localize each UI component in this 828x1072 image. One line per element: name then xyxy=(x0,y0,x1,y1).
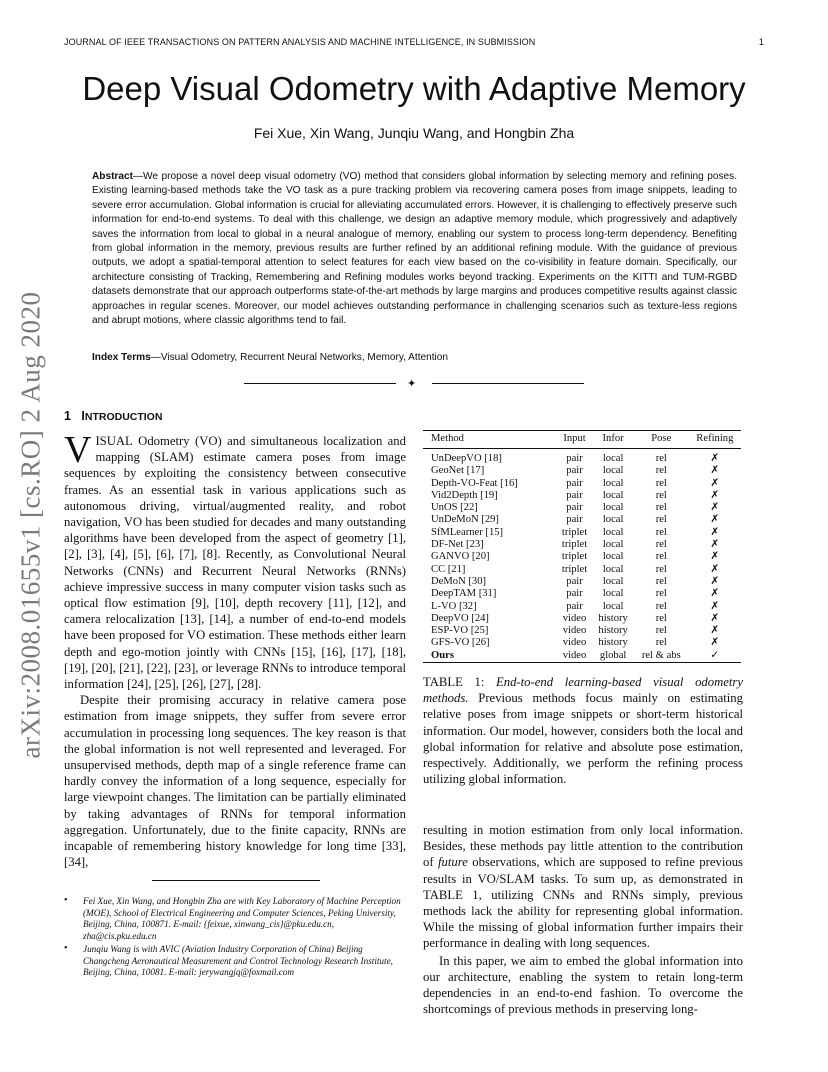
cell-refining: ✗ xyxy=(710,453,720,464)
cell-method: GeoNet [17] xyxy=(431,465,485,477)
cell-input: pair xyxy=(566,489,583,501)
table-row xyxy=(423,527,741,539)
page-number: 1 xyxy=(758,37,764,47)
cell-refining: ✗ xyxy=(710,612,720,624)
table-row xyxy=(423,564,741,576)
cell-infor: local xyxy=(602,502,624,514)
cell-method: GANVO [20] xyxy=(431,551,490,563)
cell-refining: ✓ xyxy=(689,650,741,663)
cell-pose: rel xyxy=(655,612,667,624)
abstract-text: —We propose a novel deep visual odometry (VO) method that considers global information by selecting memory and refining poses. Existing learning-based methods take the VO task as a pure tracking problem via recovering camera poses from image snippets, leading to severe error accumulation. Global information is crucial for alleviating accumulated errors. However, it is challenging to effectively preserve such information for end-to-end systems. To deal with this challenge, we design an adaptive memory module, which progressively and adaptively saves the information from local to global in a neural analogue of memory, enabling our system to process long-term dependency. Benefiting from global information in the memory, previous results are further refined by an additional refining module. With the guidance of previous outputs, we adopt a spatial-temporal attention to select features for each view based on the co-visibility in feature domain. Specifically, our architecture consisting of Tracking, Remembering and Refining modules works beyond tracking. Experiments on the KITTI and TUM-RGBD datasets demonstrate that our approach outperforms state-of-the-art methods by large margins and produces competitive results against classic approaches in regular scenes. Moreover, our model achieves outstanding performance in challenging scenarios such as texture-less regions and abrupt motions, where classic algorithms tend to fail. xyxy=(92,171,737,327)
table-row xyxy=(423,637,741,649)
table-caption-title: End-to-end learning-based visual odometry methods. xyxy=(423,675,743,706)
cell-pose: rel xyxy=(655,588,667,600)
cell-pose: rel xyxy=(655,551,667,563)
cell-input: triplet xyxy=(561,551,588,563)
cell-infor: history xyxy=(598,625,628,637)
cell-pose: rel xyxy=(655,526,667,538)
col-header-input: Input xyxy=(557,431,593,449)
section-divider xyxy=(244,378,584,390)
index-terms xyxy=(92,352,737,363)
running-header xyxy=(64,37,764,47)
index-terms-text: —Visual Odometry, Recurrent Neural Networks, Memory, Attention xyxy=(150,352,449,363)
footnote-1 xyxy=(64,896,406,942)
cell-input: pair xyxy=(566,600,583,612)
right-column xyxy=(423,822,743,1017)
table-row xyxy=(423,490,741,502)
table-row xyxy=(423,502,741,514)
right-p1-part-b: observations, which are supposed to refine previous results in VO/SLAM tasks. To sum up, as demonstrated in TABLE 1, utilizing CNNs and RNNs simply, previous methods lack the ability for representing global information. While the missing of global information further impairs their performance in dealing with long sequences. xyxy=(423,855,743,951)
cell-pose: rel xyxy=(655,453,667,464)
cell-infor: history xyxy=(598,637,628,649)
footnote-rule xyxy=(152,880,320,881)
abstract xyxy=(92,170,737,328)
section-heading xyxy=(64,409,162,423)
cell-infor: local xyxy=(602,539,624,551)
cell-pose: rel xyxy=(655,563,667,575)
cell-infor: local xyxy=(602,563,624,575)
divider-star-icon: ✦ xyxy=(407,378,417,390)
cell-refining: ✗ xyxy=(710,539,720,551)
cell-method: UnDeepVO [18] xyxy=(431,453,502,464)
section-title-initial: I xyxy=(81,409,85,423)
table-row xyxy=(423,551,741,563)
cell-pose: rel xyxy=(655,514,667,526)
table-row xyxy=(423,576,741,588)
col-header-infor: Infor xyxy=(592,431,634,449)
section-number: 1 xyxy=(64,409,71,423)
cell-input: pair xyxy=(566,514,583,526)
cell-method: ESP-VO [25] xyxy=(431,625,489,637)
table-row xyxy=(423,449,741,466)
bullet-icon: • xyxy=(64,943,68,954)
divider-line-right xyxy=(432,383,584,384)
table-row xyxy=(423,601,741,613)
cell-infor: local xyxy=(602,600,624,612)
cell-method: CC [21] xyxy=(431,563,466,575)
cell-method: GFS-VO [26] xyxy=(431,637,490,649)
cell-infor: local xyxy=(602,526,624,538)
cell-method: DeepTAM [31] xyxy=(431,588,497,600)
cell-refining: ✗ xyxy=(710,625,720,637)
cell-infor: local xyxy=(602,551,624,563)
cell-pose: rel xyxy=(655,477,667,489)
cell-input: pair xyxy=(566,588,583,600)
cell-input: pair xyxy=(566,477,583,489)
table-row xyxy=(423,478,741,490)
footnote-2-text: Junqiu Wang is with AVIC (Aviation Industry Corporation of China) Beijing Changcheng Aeronautical Measurement and Control Technology Research Institute, Beijing, China, 10081. E-mail: jerywangjq@foxmail.com xyxy=(83,944,393,977)
footnote-1-text: Fei Xue, Xin Wang, and Hongbin Zha are with Key Laboratory of Machine Perception (MOE), School of Electrical Engineering and Computer Sciences, Peking University, Beijing, China, 100871. E-mail: {feixue, xinwang_cis}@pku.edu.cn, zha@cis.pku.edu.cn xyxy=(83,896,401,941)
cell-input: video xyxy=(562,625,587,637)
cell-input: pair xyxy=(566,575,583,587)
cell-method: Vid2Depth [19] xyxy=(431,489,498,501)
cell-method: UnOS [22] xyxy=(431,502,478,514)
cell-pose: rel & abs xyxy=(634,650,689,663)
table-caption-label: TABLE 1: xyxy=(423,675,496,689)
cell-infor: local xyxy=(602,575,624,587)
cell-pose: rel xyxy=(655,465,667,477)
cell-infor: local xyxy=(602,514,624,526)
cell-refining: ✗ xyxy=(710,588,720,600)
right-paragraph-2: In this paper, we aim to embed the global information into our architecture, enabling the system to retain long-term dependencies in an end-to-end fashion. To overcome the shortcomings of previous methods in preserving long- xyxy=(423,953,743,1017)
cell-pose: rel xyxy=(655,539,667,551)
cell-pose: rel xyxy=(655,625,667,637)
col-header-method: Method xyxy=(423,431,557,449)
cell-method: Ours xyxy=(423,650,557,663)
cell-method: DF-Net [23] xyxy=(431,539,484,551)
cell-input: video xyxy=(562,637,587,649)
drop-cap: V xyxy=(64,429,92,471)
cell-refining: ✗ xyxy=(710,526,720,538)
index-terms-label: Index Terms xyxy=(92,352,151,363)
cell-refining: ✗ xyxy=(710,637,720,649)
cell-infor: history xyxy=(598,612,628,624)
comparison-table xyxy=(423,430,741,663)
cell-pose: rel xyxy=(655,575,667,587)
cell-refining: ✗ xyxy=(710,465,720,477)
table-row xyxy=(423,465,741,477)
col-header-pose: Pose xyxy=(634,431,689,449)
abstract-label: Abstract xyxy=(92,171,133,182)
author-list: Fei Xue, Xin Wang, Junqiu Wang, and Hongbin Zha xyxy=(253,125,575,141)
right-paragraph-1 xyxy=(423,822,743,952)
intro-paragraph-1 xyxy=(64,429,406,692)
bullet-icon: • xyxy=(64,895,68,906)
cell-refining: ✗ xyxy=(710,551,720,563)
cell-input: pair xyxy=(566,453,583,464)
cell-infor: local xyxy=(602,588,624,600)
divider-line-left xyxy=(244,383,396,384)
cell-input: triplet xyxy=(561,563,588,575)
cell-pose: rel xyxy=(655,600,667,612)
first-word-rest: ISUAL xyxy=(95,434,133,448)
cell-input: triplet xyxy=(561,526,588,538)
table-row xyxy=(423,625,741,637)
cell-refining: ✗ xyxy=(710,502,720,514)
cell-refining: ✗ xyxy=(710,575,720,587)
arxiv-identifier: arXiv:2008.01655v1 [cs.RO] 2 Aug 2020 xyxy=(15,291,46,759)
cell-method: L-VO [32] xyxy=(431,600,477,612)
right-p1-italic: future xyxy=(438,855,468,870)
footnote-2 xyxy=(64,944,406,979)
cell-pose: rel xyxy=(655,489,667,501)
cell-input: triplet xyxy=(561,539,588,551)
table-body xyxy=(423,449,741,663)
cell-pose: rel xyxy=(655,637,667,649)
cell-input: video xyxy=(557,650,593,663)
cell-method: SfMLearner [15] xyxy=(431,526,504,538)
table-row xyxy=(423,613,741,625)
arxiv-sidebar xyxy=(6,290,56,760)
table-caption-text: Previous methods focus mainly on estimating relative poses from image snippets or short-term historical information. Our model, however, considers both the local and global information for relative and absolute pose estimation, respectively. Additionally, we perform the refining process utilizing global information. xyxy=(423,691,743,787)
cell-method: DeepVO [24] xyxy=(431,612,489,624)
cell-input: pair xyxy=(566,502,583,514)
intro-p1-text: Odometry (VO) and simultaneous localization and mapping (SLAM) estimate camera poses from image sequences by exploiting the consistency between consecutive frames. As an essential task in various applications such as autonomous driving, virtual/augmented reality, and robot navigation, VO has been studied for decades and many outstanding algorithms have been developed from the aspect of geometry [1], [2], [3], [4], [5], [6], [7], [8]. Recently, as Convolutional Neural Networks (CNNs) and Recurrent Neural Networks (RNNs) achieve impressive success in many computer vision tasks such as optical flow estimation [9], [10], depth recovery [11], [12], and camera relocalization [13], [14], a number of end-to-end models have been proposed for VO estimation. These methods either learn depth and ego-motion jointly with CNNs [15], [16], [17], [18], [19], [20], [21], [22], [23], or leverage RNNs to introduce temporal information [24], [25], [26], [27], [28]. xyxy=(64,434,406,692)
cell-method: DeMoN [30] xyxy=(431,575,487,587)
cell-refining: ✗ xyxy=(710,563,720,575)
table-row xyxy=(423,539,741,551)
cell-infor: local xyxy=(602,453,624,464)
cell-infor: local xyxy=(602,465,624,477)
cell-method: Depth-VO-Feat [16] xyxy=(431,477,518,489)
col-header-refining: Refining xyxy=(689,431,741,449)
cell-refining: ✗ xyxy=(710,600,720,612)
cell-pose: rel xyxy=(655,502,667,514)
section-title-rest: NTRODUCTION xyxy=(84,411,163,423)
cell-infor: global xyxy=(592,650,634,663)
cell-infor: local xyxy=(602,477,624,489)
left-column xyxy=(64,429,406,870)
cell-input: pair xyxy=(566,465,583,477)
cell-refining: ✗ xyxy=(710,477,720,489)
right-p1-part-a: resulting in motion estimation from only local information. Besides, these methods pay little attention to the contribution of xyxy=(423,823,743,870)
cell-refining: ✗ xyxy=(710,514,720,526)
journal-name: JOURNAL OF IEEE TRANSACTIONS ON PATTERN ANALYSIS AND MACHINE INTELLIGENCE, IN SUBMISSION xyxy=(64,37,536,47)
table-header-row xyxy=(423,431,741,449)
table-row xyxy=(423,514,741,526)
cell-method: UnDeMoN [29] xyxy=(431,514,499,526)
table-row xyxy=(423,588,741,600)
intro-paragraph-2: Despite their promising accuracy in relative camera pose estimation from image snippets, they suffer from severe error accumulation in processing long sequences. The key reason is that the global information is not well represented and leveraged. For unsupervised methods, depth map of a single reference frame can hardly convey the information of a long sequence, especially for large viewpoint changes. The limitation can be partially eliminated by taking advantages of RNNs for temporal information aggregation. Unfortunately, due to the finite capacity, RNNs are incapable of remembering history knowledge for long time [33], [34], xyxy=(64,693,406,870)
table-row xyxy=(423,650,741,663)
paper-title: Deep Visual Odometry with Adaptive Memory xyxy=(82,70,746,107)
cell-refining: ✗ xyxy=(710,489,720,501)
footnotes xyxy=(64,896,406,981)
cell-input: video xyxy=(562,612,587,624)
cell-infor: local xyxy=(602,489,624,501)
table-caption xyxy=(423,674,743,787)
